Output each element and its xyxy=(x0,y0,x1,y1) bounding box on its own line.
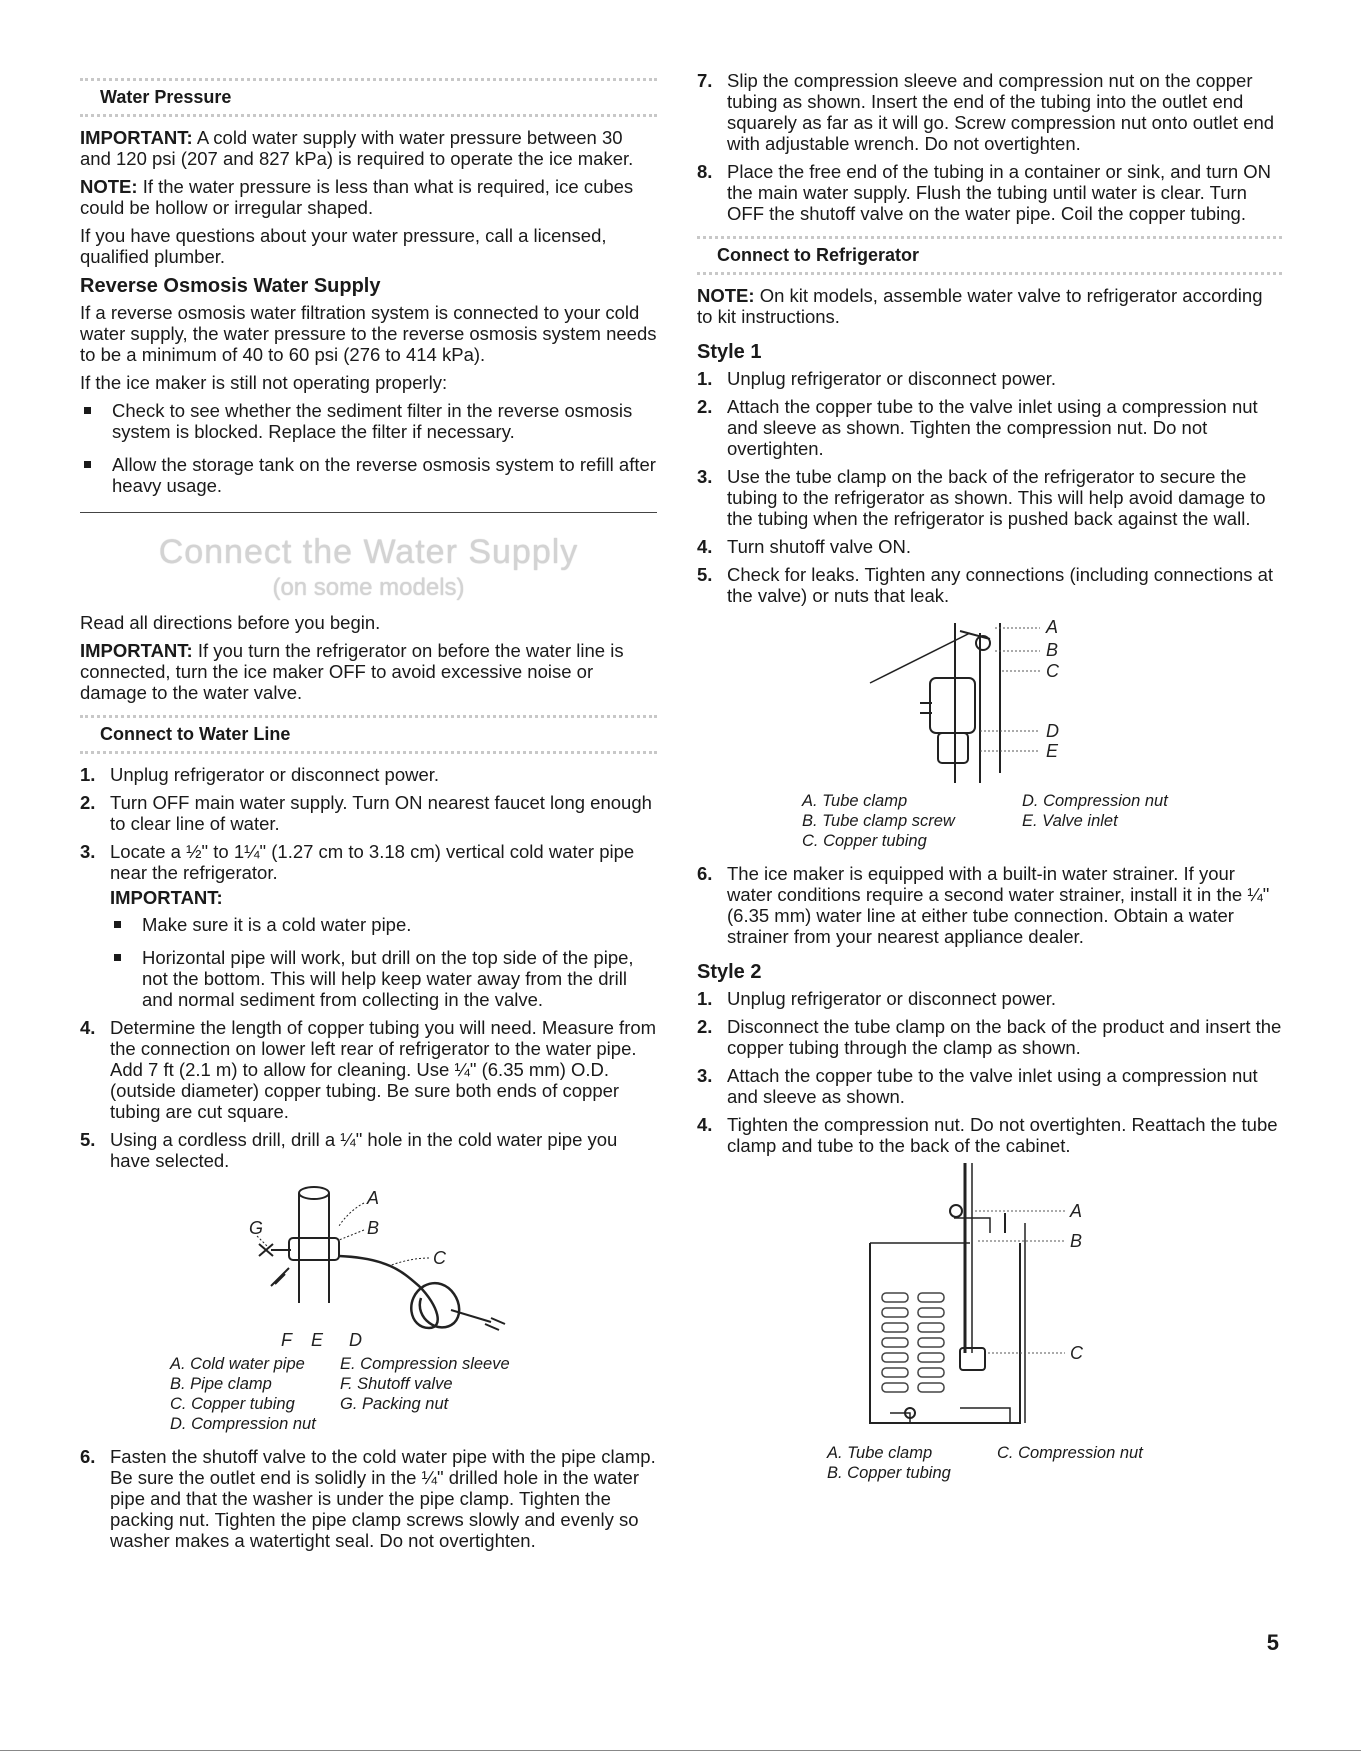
list-item: 3. Use the tube clamp on the back of the refrigerator to secure the tubing to the refrigerator as shown. This will help avoid damage to the tubing when the refrigerator is pushed back against the wall. xyxy=(697,466,1266,529)
section-divider xyxy=(80,512,657,513)
style1-step6 xyxy=(697,863,1282,947)
list-item: 1. Unplug refrigerator or disconnect power. xyxy=(697,368,1057,389)
list-item: 7. Slip the compression sleeve and compression nut on the copper tubing as shown. Insert the end of the tubing into the outlet end squarely as far as it will go. Screw compression nut onto outlet end with adjustable wrench. Do not overtighten. xyxy=(697,70,1275,154)
pipe-clamp xyxy=(289,1238,339,1260)
connect-supply-important: IMPORTANT: If you turn the refrigerator on before the water line is connected, turn the ice maker OFF to avoid excessive noise or damage to the water valve. xyxy=(80,640,624,703)
bottom-rule xyxy=(0,1750,1361,1751)
legend-item: G. Packing nut xyxy=(340,1395,449,1413)
legend-item: B. Pipe clamp xyxy=(170,1375,272,1393)
list-item: 5. Using a cordless drill, drill a ¼" hole in the cold water pipe you have selected. xyxy=(80,1129,618,1171)
legend-item: C. Copper tubing xyxy=(170,1395,295,1413)
step3-important: IMPORTANT: xyxy=(110,887,223,908)
figure-label-a: A xyxy=(1069,1201,1082,1221)
list-item: 4. Turn shutoff valve ON. xyxy=(697,536,912,557)
figure-label-c: C xyxy=(1069,1343,1083,1363)
style2-legend xyxy=(827,1443,1282,1483)
valve-inlet xyxy=(938,733,968,763)
legend-item: E. Compression sleeve xyxy=(340,1355,510,1373)
water-pressure-important: IMPORTANT: A cold water supply with water pressure between 30 and 120 psi (207 and 827 kPa) is required to operate the ice maker. xyxy=(80,127,634,169)
style2-steps xyxy=(697,988,1282,1156)
water-line-step6 xyxy=(80,1446,657,1551)
style1-legend xyxy=(802,791,1282,851)
figure-label-a: A xyxy=(366,1188,379,1208)
read-all-directions: Read all directions before you begin. xyxy=(80,612,381,633)
reverse-osmosis-p2: If the ice maker is still not operating properly: xyxy=(80,372,448,393)
legend-item xyxy=(997,1463,1197,1483)
compression-fittings xyxy=(451,1310,505,1330)
cold-water-pipe xyxy=(299,1193,329,1303)
figure-label-a: A xyxy=(1045,617,1058,637)
style1-heading: Style 1 xyxy=(697,341,762,363)
list-item: 3. Attach the copper tube to the valve inlet using a compression nut and sleeve as shown. xyxy=(697,1065,1258,1107)
legend-item: D. Compression nut xyxy=(1022,792,1168,810)
reverse-osmosis-p1: If a reverse osmosis water filtration system is connected to your cold water supply, the water pressure to the reverse osmosis system needs to be a minimum of 40 to 60 psi (276 to 414 kPa). xyxy=(80,302,657,365)
connect-refrigerator-note: NOTE: On kit models, assemble water valve to refrigerator according to kit instructions. xyxy=(697,285,1263,327)
list-item: 1. Unplug refrigerator or disconnect power. xyxy=(80,764,440,785)
shutoff-valve xyxy=(271,1268,289,1286)
list-item: 4. Determine the length of copper tubing you will need. Measure from the connection on lower left rear of refrigerator to the water pipe. Add 7 ft (2.1 m) to allow for cleaning. Use ¼" (6.35 mm) O.D. (outside diameter) copper tubing. Be sure both ends of copper tubing are cut square. xyxy=(80,1017,657,1122)
water-line-diagram xyxy=(189,1178,549,1348)
style1-steps xyxy=(697,368,1282,606)
figure-label-e: E xyxy=(1045,741,1058,761)
legend-item: C. Compression nut xyxy=(997,1444,1143,1462)
page-number: 5 xyxy=(1266,1630,1279,1655)
packing-nut xyxy=(259,1244,291,1256)
water-line-steps xyxy=(80,764,657,1171)
figure-label-d: D xyxy=(1045,721,1059,741)
water-valve xyxy=(930,678,975,733)
water-pressure-questions: If you have questions about your water pressure, call a licensed, qualified plumber. xyxy=(80,225,607,267)
figure-label-g: G xyxy=(248,1218,263,1238)
style2-diagram xyxy=(860,1163,1120,1433)
list-item: Check to see whether the sediment filter in the reverse osmosis system is blocked. Replace the filter if necessary. xyxy=(80,400,657,442)
pipe-top xyxy=(299,1187,329,1199)
list-item: 6. The ice maker is equipped with a built-in water strainer. If your water conditions require a second water strainer, install it in the ¼" (6.35 mm) water line at either tube connection. Obtain a water strainer from your nearest appliance dealer. xyxy=(697,863,1270,947)
list-item: 1. Unplug refrigerator or disconnect power. xyxy=(697,988,1057,1009)
figure-label-b: B xyxy=(1045,640,1058,660)
list-item: 4. Tighten the compression nut. Do not overtighten. Reattach the tube clamp and tube to the back of the cabinet. xyxy=(697,1114,1278,1156)
legend-item: A. Tube clamp xyxy=(827,1444,933,1462)
reverse-osmosis-bullets xyxy=(80,400,657,496)
figure-label-f: F xyxy=(280,1330,292,1348)
style2-heading: Style 2 xyxy=(697,961,762,983)
right-column xyxy=(697,70,1282,1483)
list-item: 6. Fasten the shutoff valve to the cold water pipe with the pipe clamp. Be sure the outlet end is solidly in the ¼" drilled hole in the water pipe and that the washer is under the pipe clamp. Tighten the packing nut. Tighten the pipe clamp screws slowly and evenly so washer makes a watertight seal. Do not overtighten. xyxy=(80,1446,656,1551)
list-item: 3. Locate a ½" to 1¼" (1.27 cm to 3.18 cm) vertical cold water pipe near the refrigerator. IMPORTANT: Make sure it is a cold water pipe. Horizontal pipe will work, but drill on the top side of the pipe, not the bottom. This will help keep water away from the drill and normal sediment from collecting in the valve. xyxy=(80,841,657,1010)
connect-refrigerator-heading: Connect to Refrigerator xyxy=(697,236,1282,275)
legend-item: F. Shutoff valve xyxy=(340,1375,453,1393)
list-item: 2. Turn OFF main water supply. Turn ON nearest faucet long enough to clear line of water. xyxy=(80,792,652,834)
list-item: 2. Disconnect the tube clamp on the back of the product and insert the copper tubing through the clamp as shown. xyxy=(697,1016,1282,1058)
list-item: Allow the storage tank on the reverse osmosis system to refill after heavy usage. xyxy=(80,454,657,496)
list-item: Make sure it is a cold water pipe. xyxy=(110,914,657,935)
figure-label-b: B xyxy=(1069,1231,1082,1251)
list-item: 5. Check for leaks. Tighten any connections (including connections at the valve) or nuts that leak. xyxy=(697,564,1274,606)
legend-item: D. Compression nut xyxy=(170,1415,316,1433)
list-item: 2. Attach the copper tube to the valve inlet using a compression nut and sleeve as shown. Tighten the compression nut. Do not overtighten. xyxy=(697,396,1258,459)
legend-item xyxy=(340,1414,540,1434)
reverse-osmosis-heading: Reverse Osmosis Water Supply xyxy=(80,275,381,297)
water-pressure-note: NOTE: If the water pressure is less than what is required, ice cubes could be hollow or irregular shaped. xyxy=(80,176,634,218)
connect-water-supply-title: Connect the Water Supply xyxy=(158,533,579,571)
legend-item: B. Tube clamp screw xyxy=(802,812,955,830)
figure-label-b: B xyxy=(366,1218,379,1238)
figure-label-c: C xyxy=(432,1248,446,1268)
legend-item: C. Copper tubing xyxy=(802,832,927,850)
connect-water-supply-subtitle: (on some models) xyxy=(272,574,465,601)
cabinet-back xyxy=(870,1243,1020,1423)
water-pressure-heading: Water Pressure xyxy=(80,78,657,117)
figure-label-d: D xyxy=(348,1330,362,1348)
legend-item: A. Tube clamp xyxy=(802,792,908,810)
connect-water-line-heading: Connect to Water Line xyxy=(80,715,657,754)
style1-diagram xyxy=(860,613,1120,783)
list-item: 8. Place the free end of the tubing in a container or sink, and turn ON the main water supply. Flush the tubing until water is clear. Turn OFF the shutoff valve on the water pipe. Coil the copper tubing. xyxy=(697,161,1272,224)
legend-item xyxy=(1022,831,1222,851)
figure-label-e: E xyxy=(310,1330,323,1348)
figure-label-c: C xyxy=(1045,661,1059,681)
legend-item: A. Cold water pipe xyxy=(170,1355,305,1373)
water-line-legend xyxy=(170,1354,657,1434)
legend-item: B. Copper tubing xyxy=(827,1464,951,1482)
legend-item: E. Valve inlet xyxy=(1022,812,1118,830)
tube-clamp xyxy=(950,1205,962,1217)
list-item: Horizontal pipe will work, but drill on the top side of the pipe, not the bottom. This will help keep water away from the drill and normal sediment from collecting in the valve. xyxy=(110,947,657,1010)
water-line-steps-continued xyxy=(697,70,1282,224)
step3-bullets xyxy=(110,914,657,1010)
left-column xyxy=(80,70,657,1558)
